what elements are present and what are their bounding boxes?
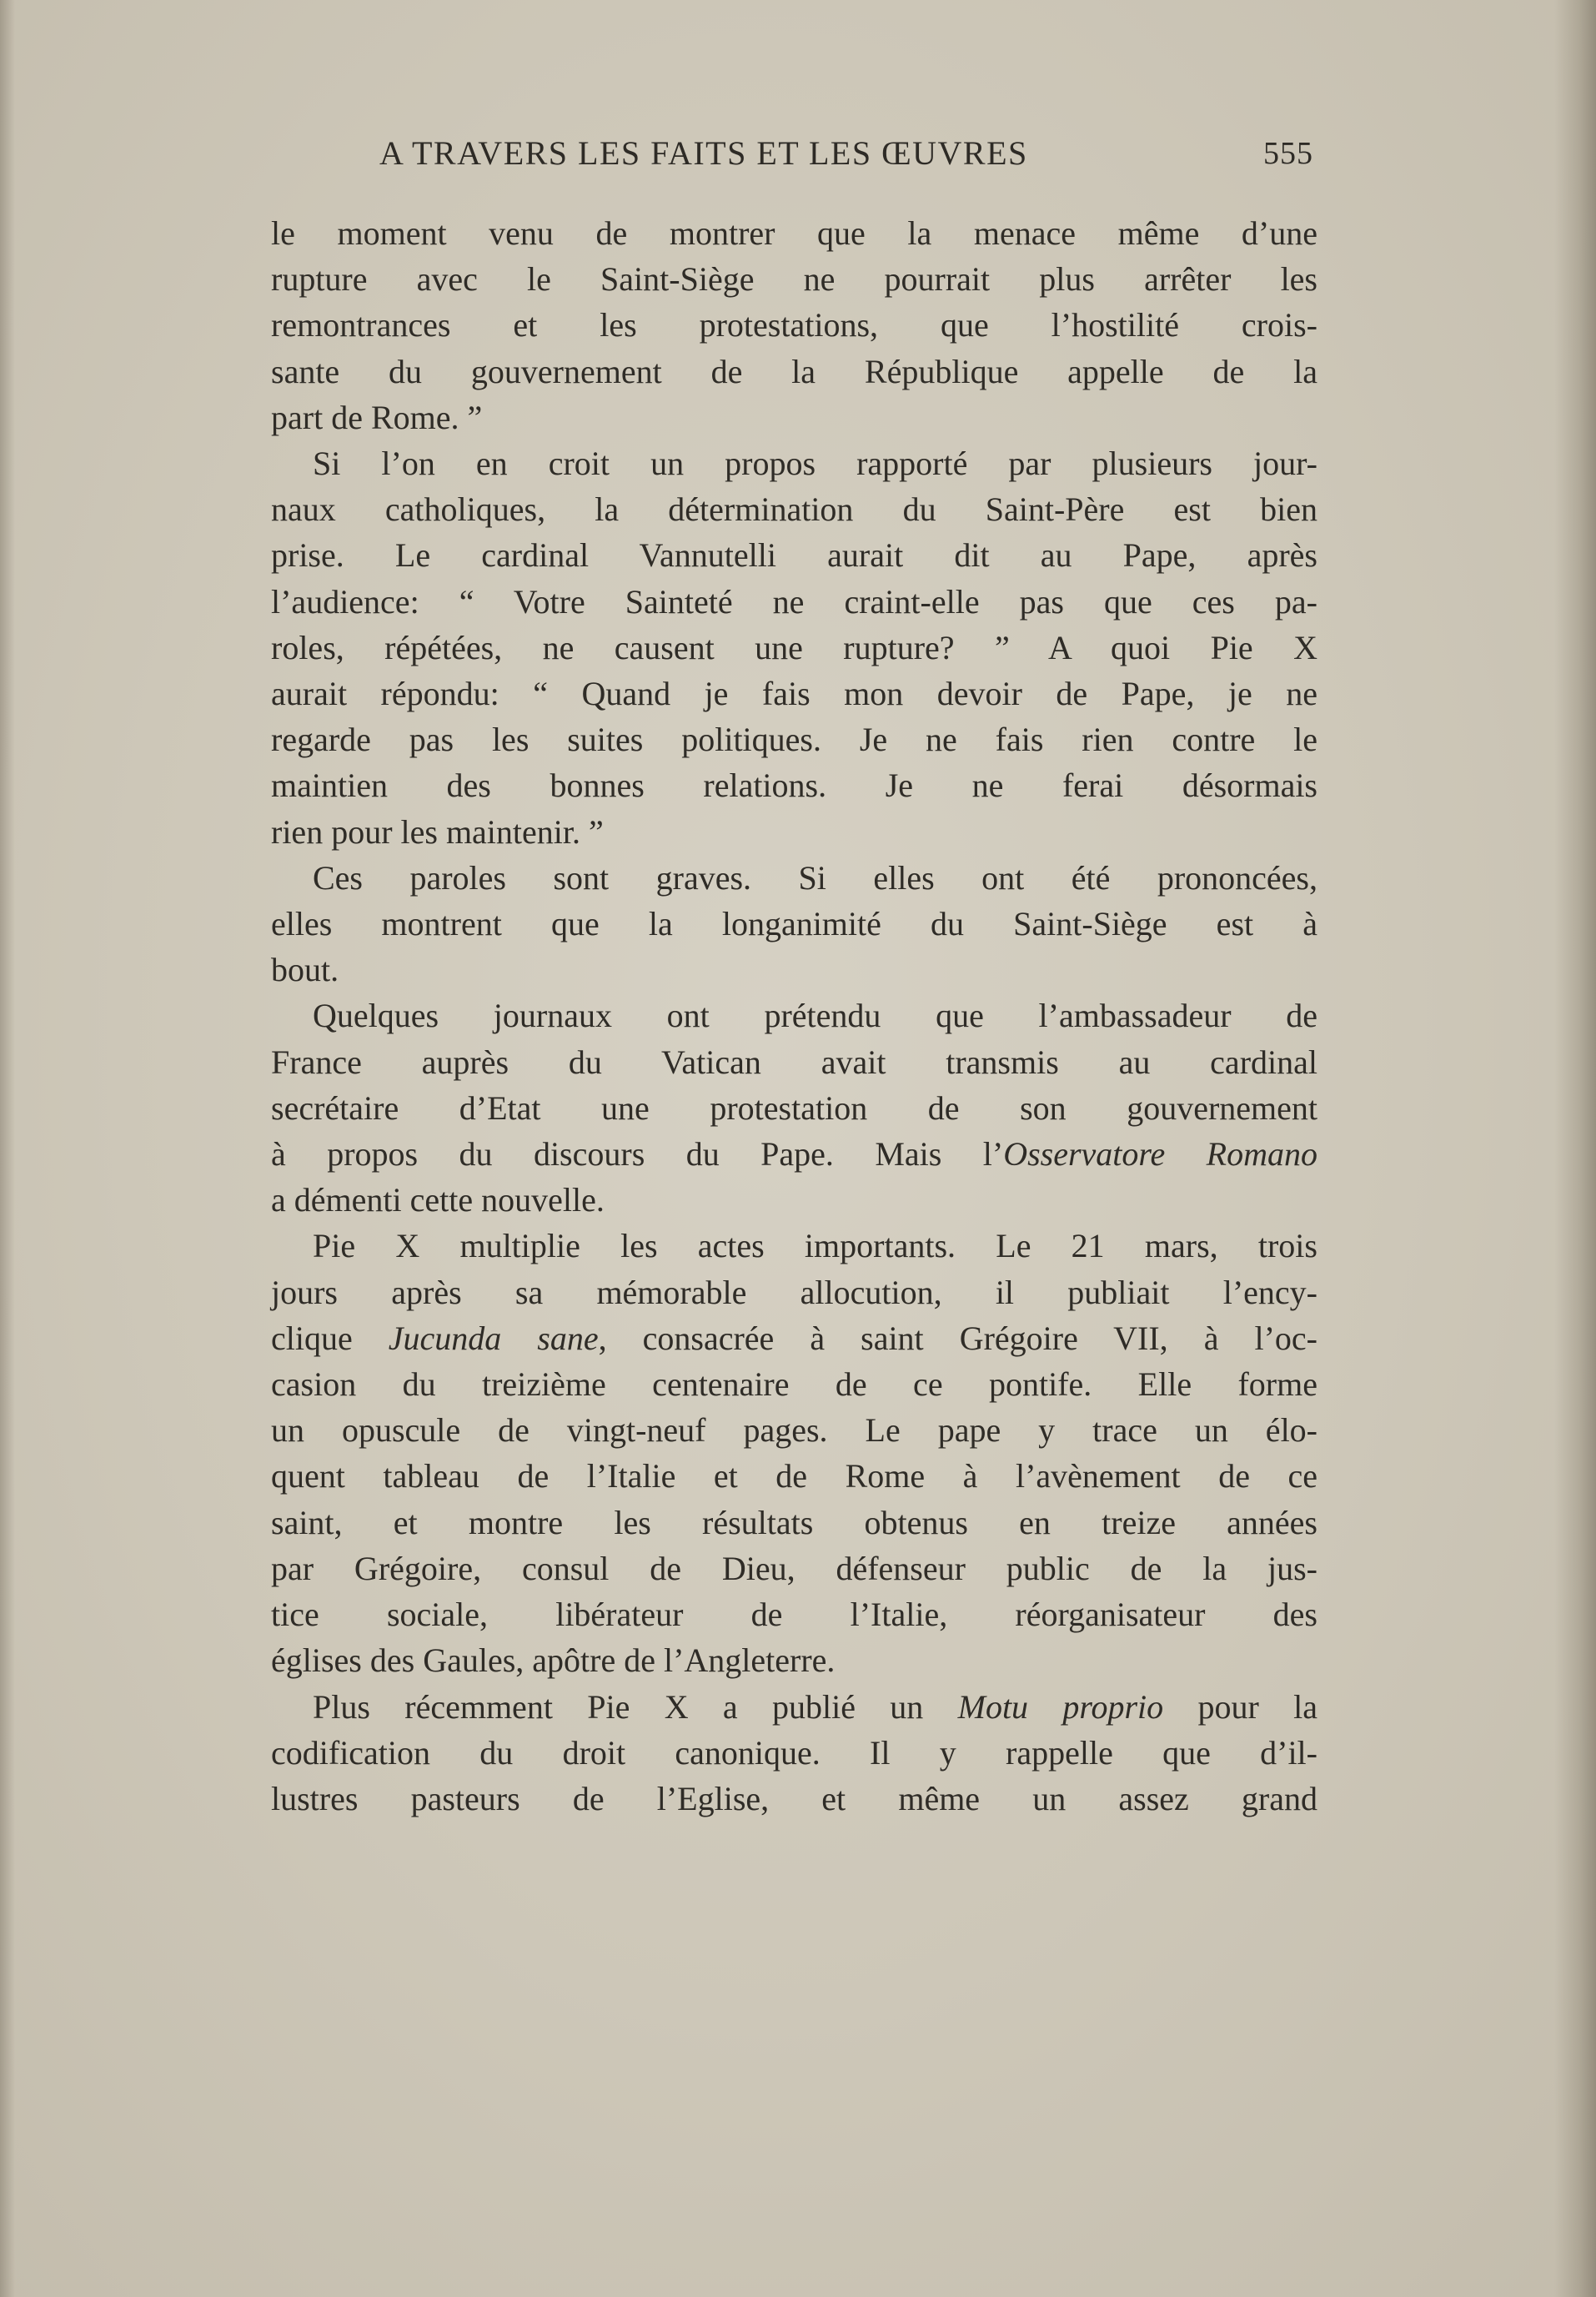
text-line: roles, répétées, ne causent une rupture? ” A quoi Pie X [271,628,1317,666]
page-left-edge-shadow [0,0,15,2297]
page-number: 555 [1263,136,1313,171]
text-line: par Grégoire, consul de Dieu, défenseur public de la jus- [271,1549,1317,1587]
text-line: France auprès du Vatican avait transmis au cardinal [271,1043,1317,1081]
text-line: Quelques journaux ont prétendu que l’ambassadeur de [313,997,1317,1035]
paragraph-3 [271,855,1317,993]
text-line: Si l’on en croit un propos rapporté par plusieurs jour- [313,445,1317,483]
text-line: regarde pas les suites politiques. Je ne fais rien contre le [271,721,1317,759]
text-line: sante du gouvernement de la République appelle de la [271,352,1317,390]
text-line: églises des Gaules, apôtre de l’Angleterre. [271,1641,836,1680]
paragraph-5 [271,1223,1317,1683]
paragraph-4 [271,993,1317,1223]
paragraph-2 [271,440,1317,855]
text-line: lustres pasteurs de l’Eglise, et même un assez grand [271,1779,1317,1817]
italic-title: Jucunda sane [388,1319,599,1357]
text-line: a démenti cette nouvelle. [271,1181,605,1219]
text-line: Pie X multiplie les actes importants. Le 21 mars, trois [313,1227,1317,1265]
text-segment: à propos du discours du Pape. Mais l’ [271,1135,1004,1174]
text-line: tice sociale, libérateur de l’Italie, réorganisateur des [271,1596,1317,1634]
paragraph-6 [271,1684,1317,1822]
italic-title: Osservatore Romano [1003,1135,1317,1174]
text-line: rupture avec le Saint-Siège ne pourrait plus arrêter les [271,260,1317,299]
text-line-with-italic [271,1684,1317,1730]
italic-title: Motu proprio [957,1687,1164,1726]
text-line: le moment venu de montrer que la menace même d’une [271,214,1317,252]
text-line-with-italic [271,1131,1317,1177]
running-head: A TRAVERS LES FAITS ET LES ŒUVRES [379,134,1028,172]
text-line-with-italic [271,1315,1317,1361]
page-header [379,133,1313,183]
text-line: aurait répondu: “ Quand je fais mon devoir de Pape, je ne [271,675,1317,713]
text-line: part de Rome. ” [271,398,483,436]
text-line: secrétaire d’Etat une protestation de son gouvernement [271,1088,1317,1127]
text-line: quent tableau de l’Italie et de Rome à l’avènement de ce [271,1457,1317,1495]
text-line: elles montrent que la longanimité du Saint-Siège est à [271,905,1317,943]
text-line: prise. Le cardinal Vannutelli aurait dit au Pape, après [271,536,1317,575]
text-line: naux catholiques, la détermination du Saint-Père est bien [271,490,1317,529]
text-line: l’audience: “ Votre Sainteté ne craint-elle pas que ces pa- [271,582,1317,621]
text-line: saint, et montre les résultats obtenus en treize années [271,1503,1317,1541]
text-line: bout. [271,951,339,989]
text-line: un opuscule de vingt-neuf pages. Le pape y trace un élo- [271,1411,1317,1450]
text-line: rien pour les maintenir. ” [271,812,604,851]
text-line: casion du treizième centenaire de ce pontife. Elle forme [271,1365,1317,1404]
text-line: jours après sa mémorable allocution, il publiait l’ency- [271,1273,1317,1311]
text-line: codification du droit canonique. Il y rappelle que d’il- [271,1733,1317,1772]
text-line: remontrances et les protestations, que l’hostilité crois- [271,306,1317,344]
text-segment: , consacrée à saint Grégoire VII, à l’oc- [598,1319,1318,1357]
page-spine-shadow [1554,0,1596,2297]
body-text [271,210,1317,1822]
text-line: maintien des bonnes relations. Je ne ferai désormais [271,767,1317,805]
text-segment: Plus récemment Pie X a publié un [313,1687,958,1726]
text-segment: pour la [1163,1687,1317,1726]
text-line: Ces paroles sont graves. Si elles ont été prononcées, [313,858,1317,897]
text-segment: clique [271,1319,389,1357]
paragraph-1 [271,210,1317,440]
